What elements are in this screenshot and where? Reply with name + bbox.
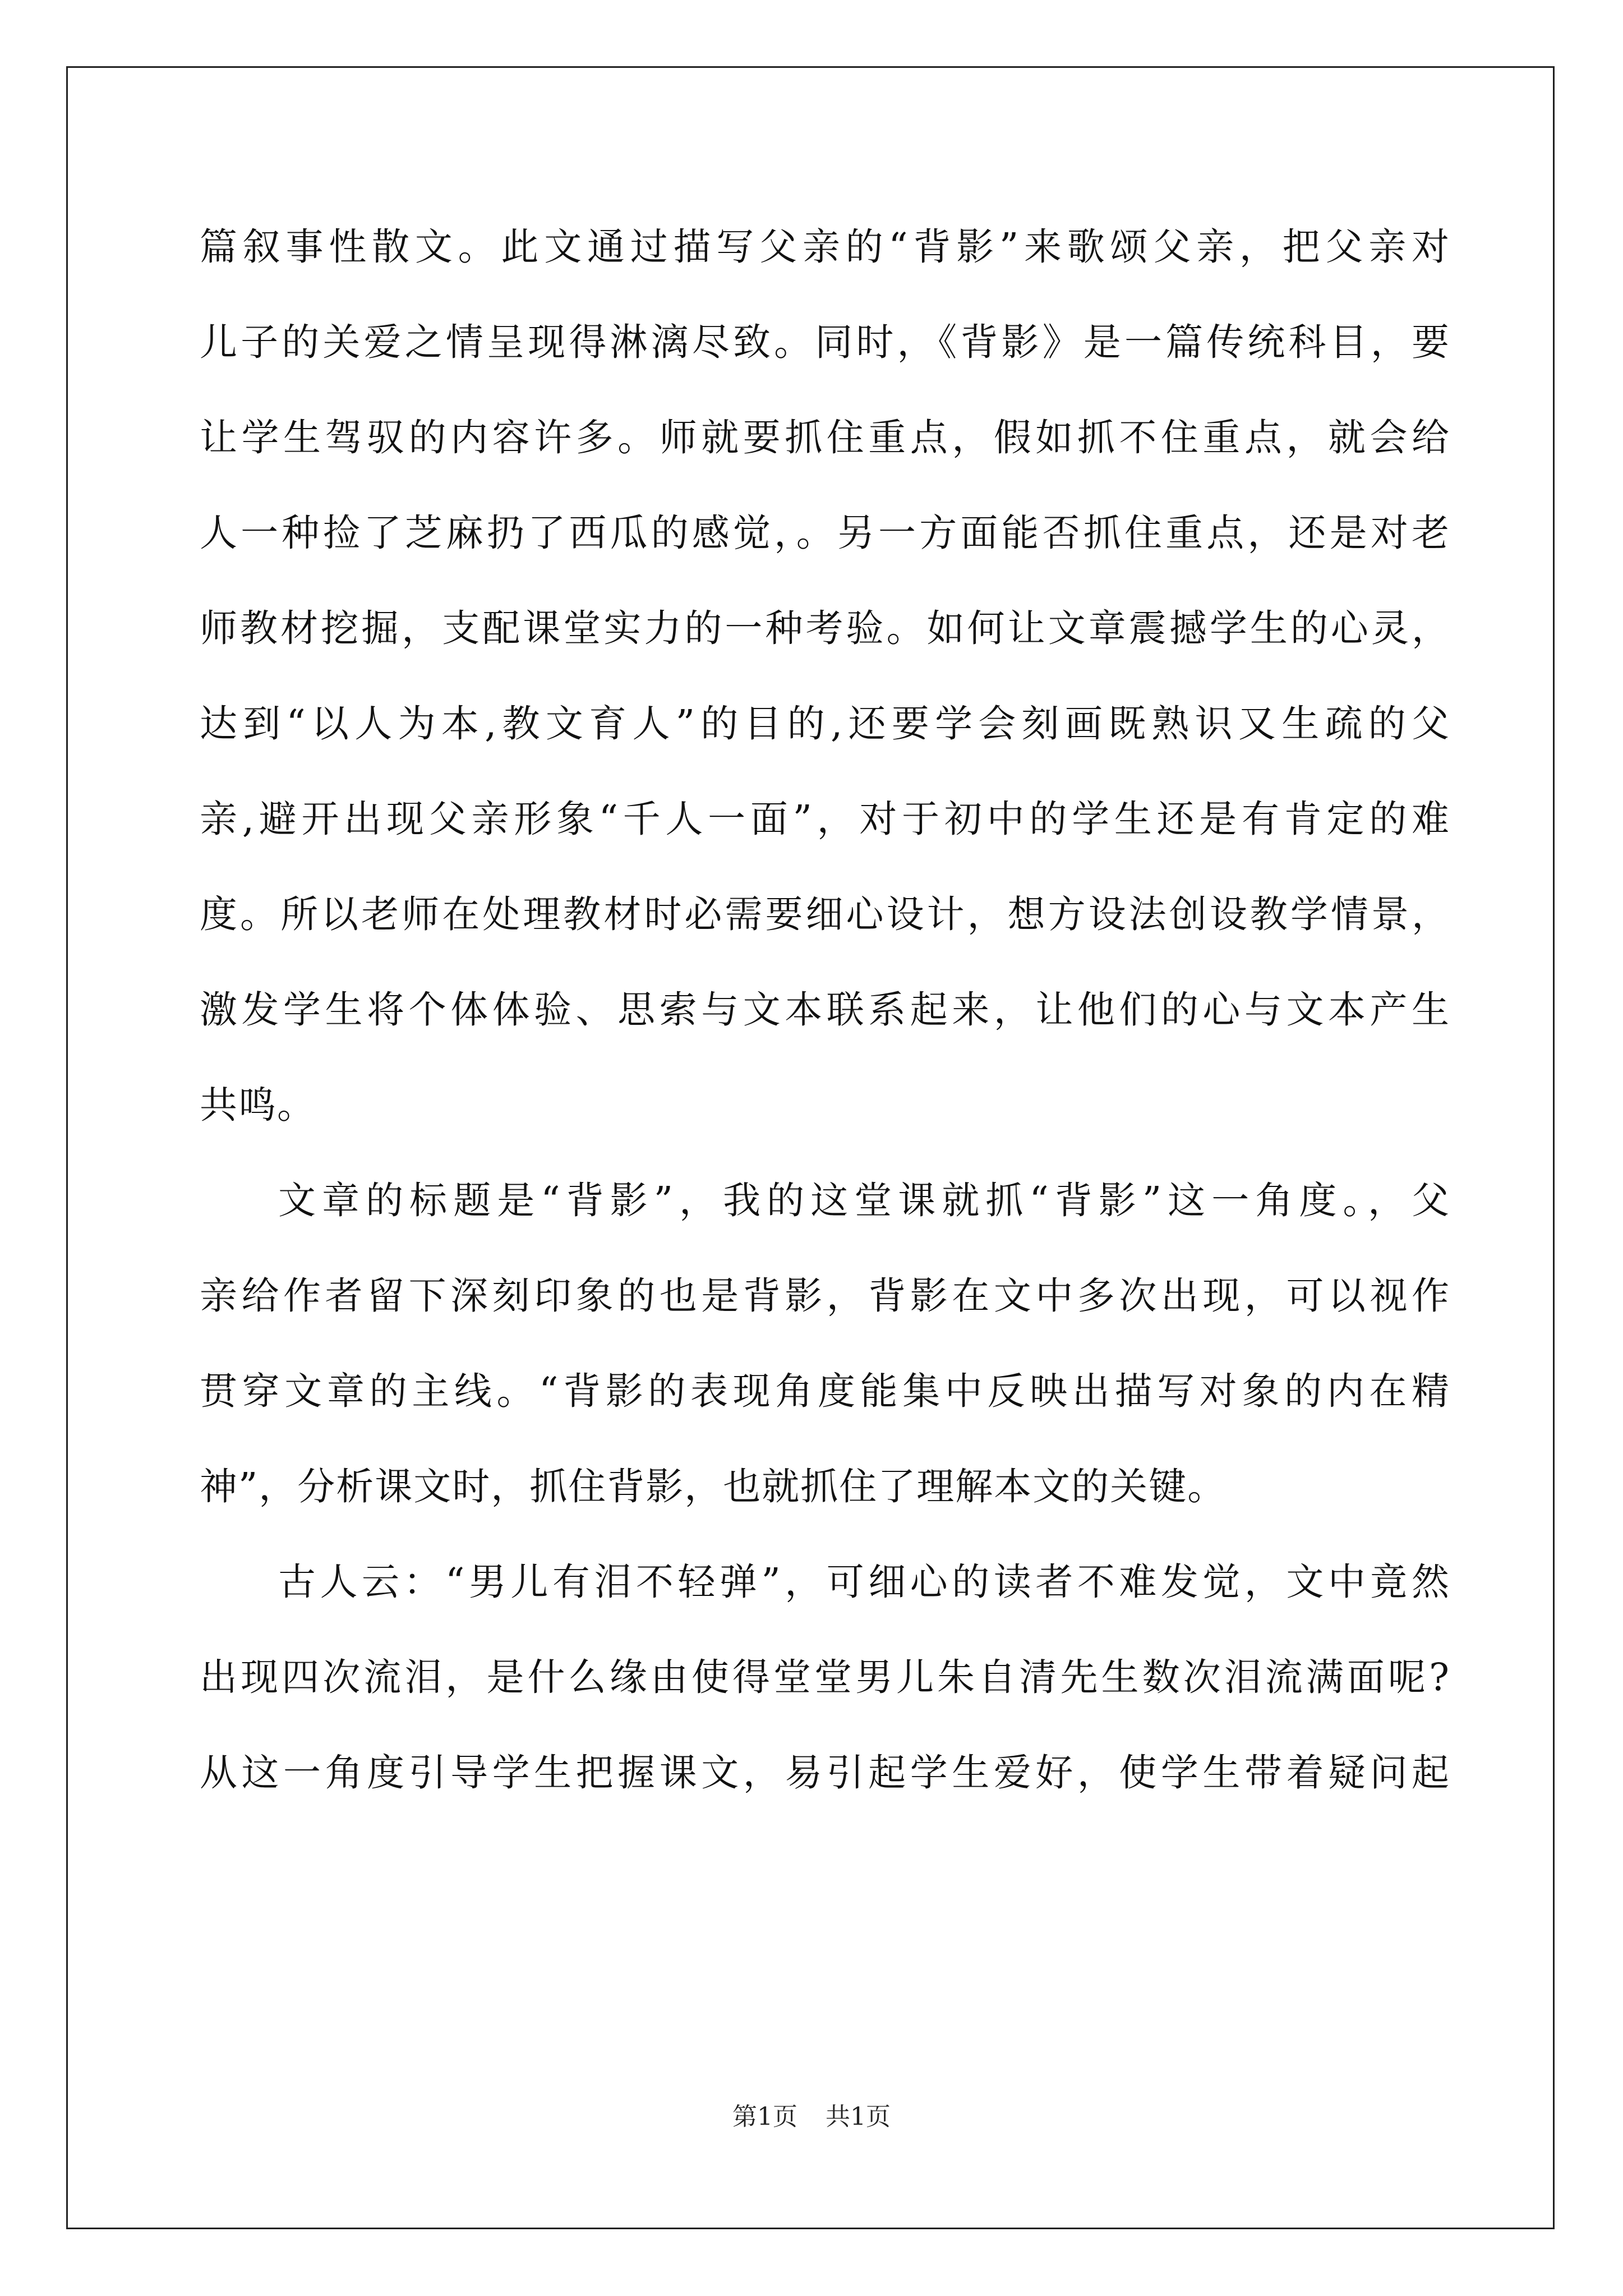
page-total: 共1页 <box>826 2102 891 2131</box>
text-line: 篇叙事性散文。此文通过描写父亲的“背影”来歌颂父亲，把父亲对 <box>200 225 1450 269</box>
text-line: 亲给作者留下深刻印象的也是背影，背影在文中多次出现，可以视作 <box>200 1274 1450 1318</box>
text-line: 激发学生将个体体验、思索与文本联系起来，让他们的心与文本产生 <box>200 988 1450 1032</box>
text-line: 儿子的关爱之情呈现得淋漓尽致。同时，《背影》是一篇传统科目，要 <box>200 320 1450 364</box>
text-line: 让学生驾驭的内容许多。师就要抓住重点，假如抓不住重点，就会给 <box>200 416 1450 459</box>
text-line: 达到“以人为本,教文育人”的目的,还要学会刻画既熟识又生疏的父 <box>200 702 1450 746</box>
text-line: 度。所以老师在处理教材时必需要细心设计，想方设法创设教学情景， <box>200 892 1450 936</box>
text-line: 师教材挖掘，支配课堂实力的一种考验。如何让文章震撼学生的心灵， <box>200 606 1450 650</box>
page-number: 第1页 <box>732 2102 797 2131</box>
page-footer <box>0 2100 1623 2134</box>
text-line: 亲,避开出现父亲形象“千人一面”，对于初中的学生还是有肯定的难 <box>200 797 1450 841</box>
text-line: 古人云：“男儿有泪不轻弹”，可细心的读者不难发觉，文中竟然 <box>278 1560 1450 1604</box>
text-line: 贯穿文章的主线。“背影的表现角度能集中反映出描写对象的内在精 <box>200 1369 1450 1413</box>
text-line: 神”，分析课文时，抓住背影，也就抓住了理解本文的关键。 <box>200 1465 1227 1508</box>
text-line: 从这一角度引导学生把握课文，易引起学生爱好，使学生带着疑问起 <box>200 1751 1450 1795</box>
text-line: 文章的标题是“背影”，我的这堂课就抓“背影”这一角度。，父 <box>278 1179 1450 1222</box>
text-line: 人一种捡了芝麻扔了西瓜的感觉，。另一方面能否抓住重点，还是对老 <box>200 511 1450 555</box>
document-body <box>200 216 1450 1837</box>
text-line: 出现四次流泪，是什么缘由使得堂堂男儿朱自清先生数次泪流满面呢? <box>200 1655 1450 1699</box>
text-line: 共鸣。 <box>200 1083 316 1127</box>
